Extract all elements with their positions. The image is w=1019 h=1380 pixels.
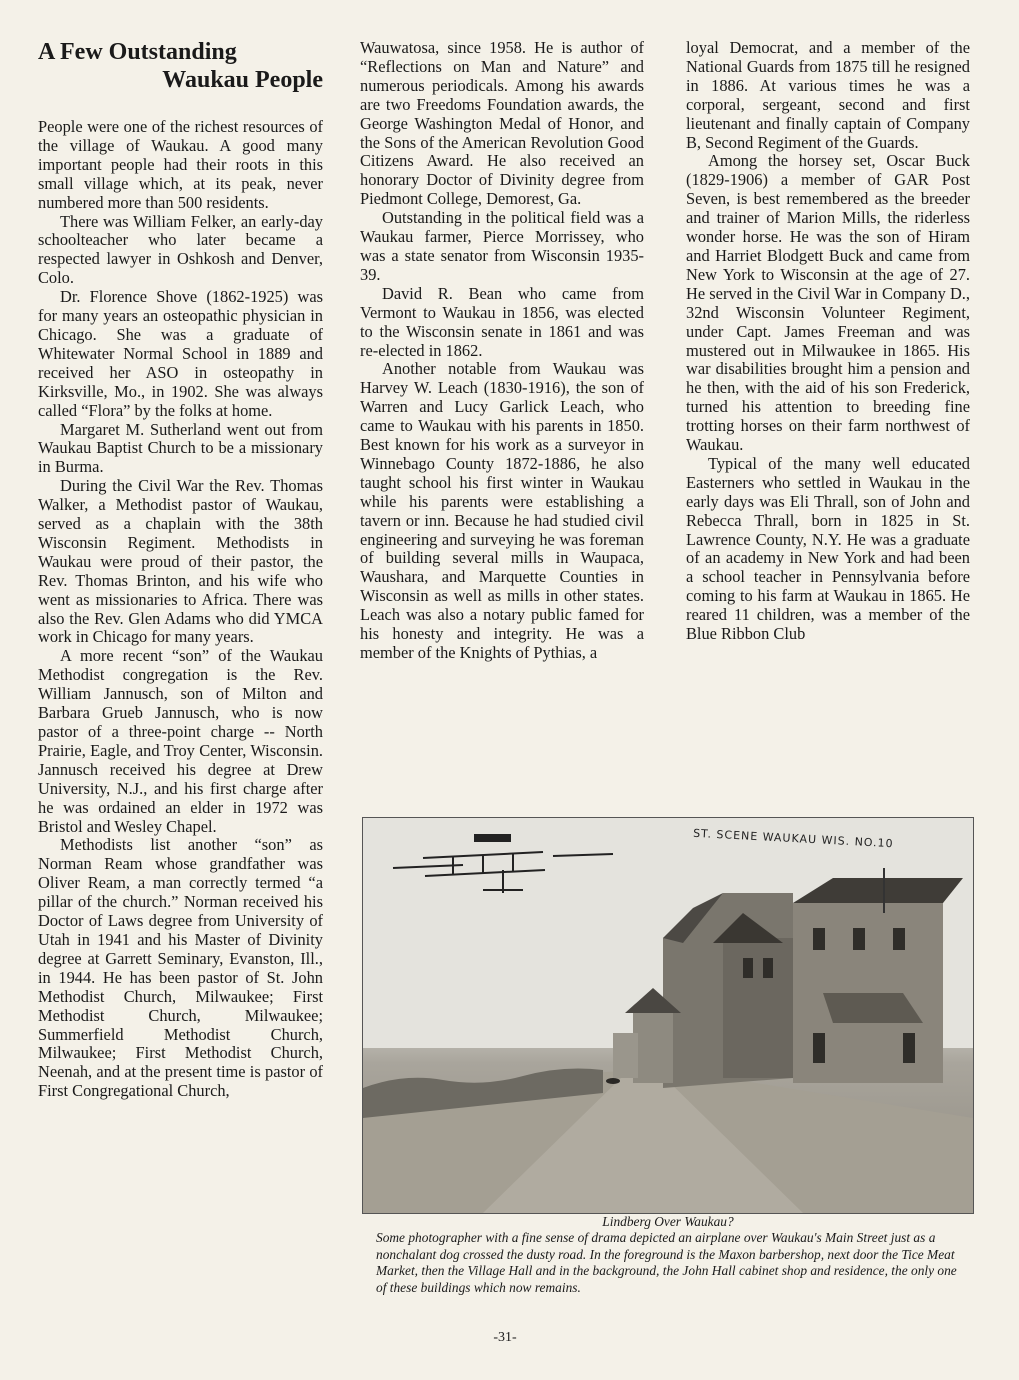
- paragraph: Wauwatosa, since 1958. He is author of “Reflections on Man and Nature” and numerous periodicals. Among his awards are two Freedoms Foundation awards, the George Washington Medal of Honor, and the Sons of the American Revolution Good Citizens Award. He also received an honorary Doctor of Divinity degree from Piedmont College, Demorest, Ga.: [360, 38, 644, 209]
- text-column-3: [686, 39, 970, 644]
- paragraph: Dr. Florence Shove (1862-1925) was for many years an osteopathic physician in Chicago. She was a graduate of Whitewater Normal School in 1889 and received her ASO in osteopathy in Kirksville, Mo., in 1902. She was always called “Flora” by the folks at home.: [38, 287, 323, 420]
- paragraph: David R. Bean who came from Vermont to Waukau in 1856, was elected to the Wisconsin senate in 1861 and was re-elected in 1862.: [360, 283, 644, 360]
- paragraph: Methodists list another “son” as Norman Ream whose grandfather was Oliver Ream, a man correctly termed “a pillar of the church.” Norman received his Doctor of Laws degree from University of Utah in 1941 and his Master of Divinity degree at Garrett Seminary, Evanston, Ill., in 1944. He has been pastor of St. John Methodist Church, Milwaukee; First Methodist Church, Milwaukee; Summerfield Methodist Church, Milwaukee; First Methodist Church, Neenah, and at the present time is pastor of First Congregational Church,: [38, 835, 323, 1101]
- text-column-1: [38, 118, 323, 1101]
- paragraph: Another notable from Waukau was Harvey W. Leach (1830-1916), the son of Warren and Lucy Garlick Leach, who came to Waukau with his parents in 1850. Best known for his work as a surveyor in Winnebago County 1872-1886, he also taught school his first winter in Waukau while his parents were establishing a tavern or inn. Because he had studied civil engineering and surveying he was foreman of building several mills in Waupaca, Waushara, and Marquette Counties in Wisconsin as well as mills in other states. Leach was also a notary public famed for his honesty and integrity. He was a member of the Knights of Pythias, a: [360, 359, 644, 662]
- page-number: -31-: [493, 1330, 517, 1345]
- paragraph: There was William Felker, an early-day schoolteacher who later became a respected lawyer in Oshkosh and Denver, Colo.: [38, 211, 323, 288]
- paragraph: Margaret M. Sutherland went out from Waukau Baptist Church to be a missionary in Burma.: [38, 419, 323, 477]
- text-column-2: [360, 39, 644, 663]
- paragraph: Among the horsey set, Oscar Buck (1829-1906) a member of GAR Post Seven, is best remembered as the breeder and trainer of Marion Mills, the riderless wonder horse. He was the son of Hiram and Harriet Blodgett Buck and came from New York to Wisconsin at the age of 27. He served in the Civil War in Company D., 32nd Wisconsin Volunteer Regiment, under Capt. James Freeman and was mustered out in Milwaukee in 1865. His war disabilities brought him a pension and he then, with the aid of his son Frederick, turned his attention to breeding fine trotting horses on their farm northwest of Waukau.: [686, 151, 970, 455]
- article-title: [38, 38, 323, 94]
- paragraph: People were one of the richest resources of the village of Waukau. A good many important people had their roots in this small village which, at its peak, never numbered more than 500 residents.: [38, 117, 323, 212]
- dog-illustration: [606, 1078, 620, 1084]
- photo-illustration: [363, 818, 973, 1213]
- paragraph: loyal Democrat, and a member of the National Guards from 1875 till he resigned in 1886. At various times he was a corporal, sergeant, second and first lieutenant and finally captain of Company B, Second Regiment of the Guards.: [686, 38, 970, 152]
- photo-caption: [366, 1214, 970, 1296]
- paragraph: A more recent “son” of the Waukau Methodist congregation is the Rev. William Jannusch, son of Milton and Barbara Grueb Jannusch, who is now pastor of a three-point charge -- North Prairie, Eagle, and Troy Center, Wisconsin. Jannusch received his degree at Drew University, N.J., and his first charge after he was ordained an elder in 1972 was Bristol and Wesley Chapel.: [38, 646, 323, 836]
- article-title-line-1: A Few Outstanding: [38, 39, 237, 65]
- paragraph: Typical of the many well educated Easterners who settled in Waukau in the early days was Eli Thrall, son of John and Rebecca Thrall, born in 1825 in St. Lawrence County, N.Y. He was a graduate of an academy in New York and had been a school teacher in Pennsylvania before coming to his farm at Waukau in 1865. He reared 11 children, was a member of the Blue Ribbon Club: [686, 453, 970, 644]
- article-title-line-2: Waukau People: [162, 67, 323, 93]
- caption-body: Some photographer with a fine sense of drama depicted an airplane over Waukau's Main Street just as a nonchalant dog crossed the dusty road. In the foreground is the Maxon barbershop, next door the Tice Meat Market, then the Village Hall and in the background, the John Hall cabinet shop and residence, the only one of these buildings which now remains.: [376, 1230, 957, 1295]
- paragraph: Outstanding in the political field was a Waukau farmer, Pierce Morrissey, who was a state senator from Wisconsin 1935-39.: [360, 208, 644, 284]
- main-street-photo: [362, 817, 974, 1214]
- photo-inscription: ST. SCENE WAUKAU WIS. NO.10: [692, 826, 894, 851]
- caption-title: Lindberg Over Waukau?: [602, 1214, 734, 1229]
- paragraph: During the Civil War the Rev. Thomas Walker, a Methodist pastor of Waukau, served as a chaplain with the 38th Wisconsin Regiment. Methodists in Waukau were proud of their pastor, the Rev. Thomas Brinton, and his wife who went as missionaries to Africa. There was also the Rev. Glen Adams who did YMCA work in Chicago for many years.: [38, 476, 323, 647]
